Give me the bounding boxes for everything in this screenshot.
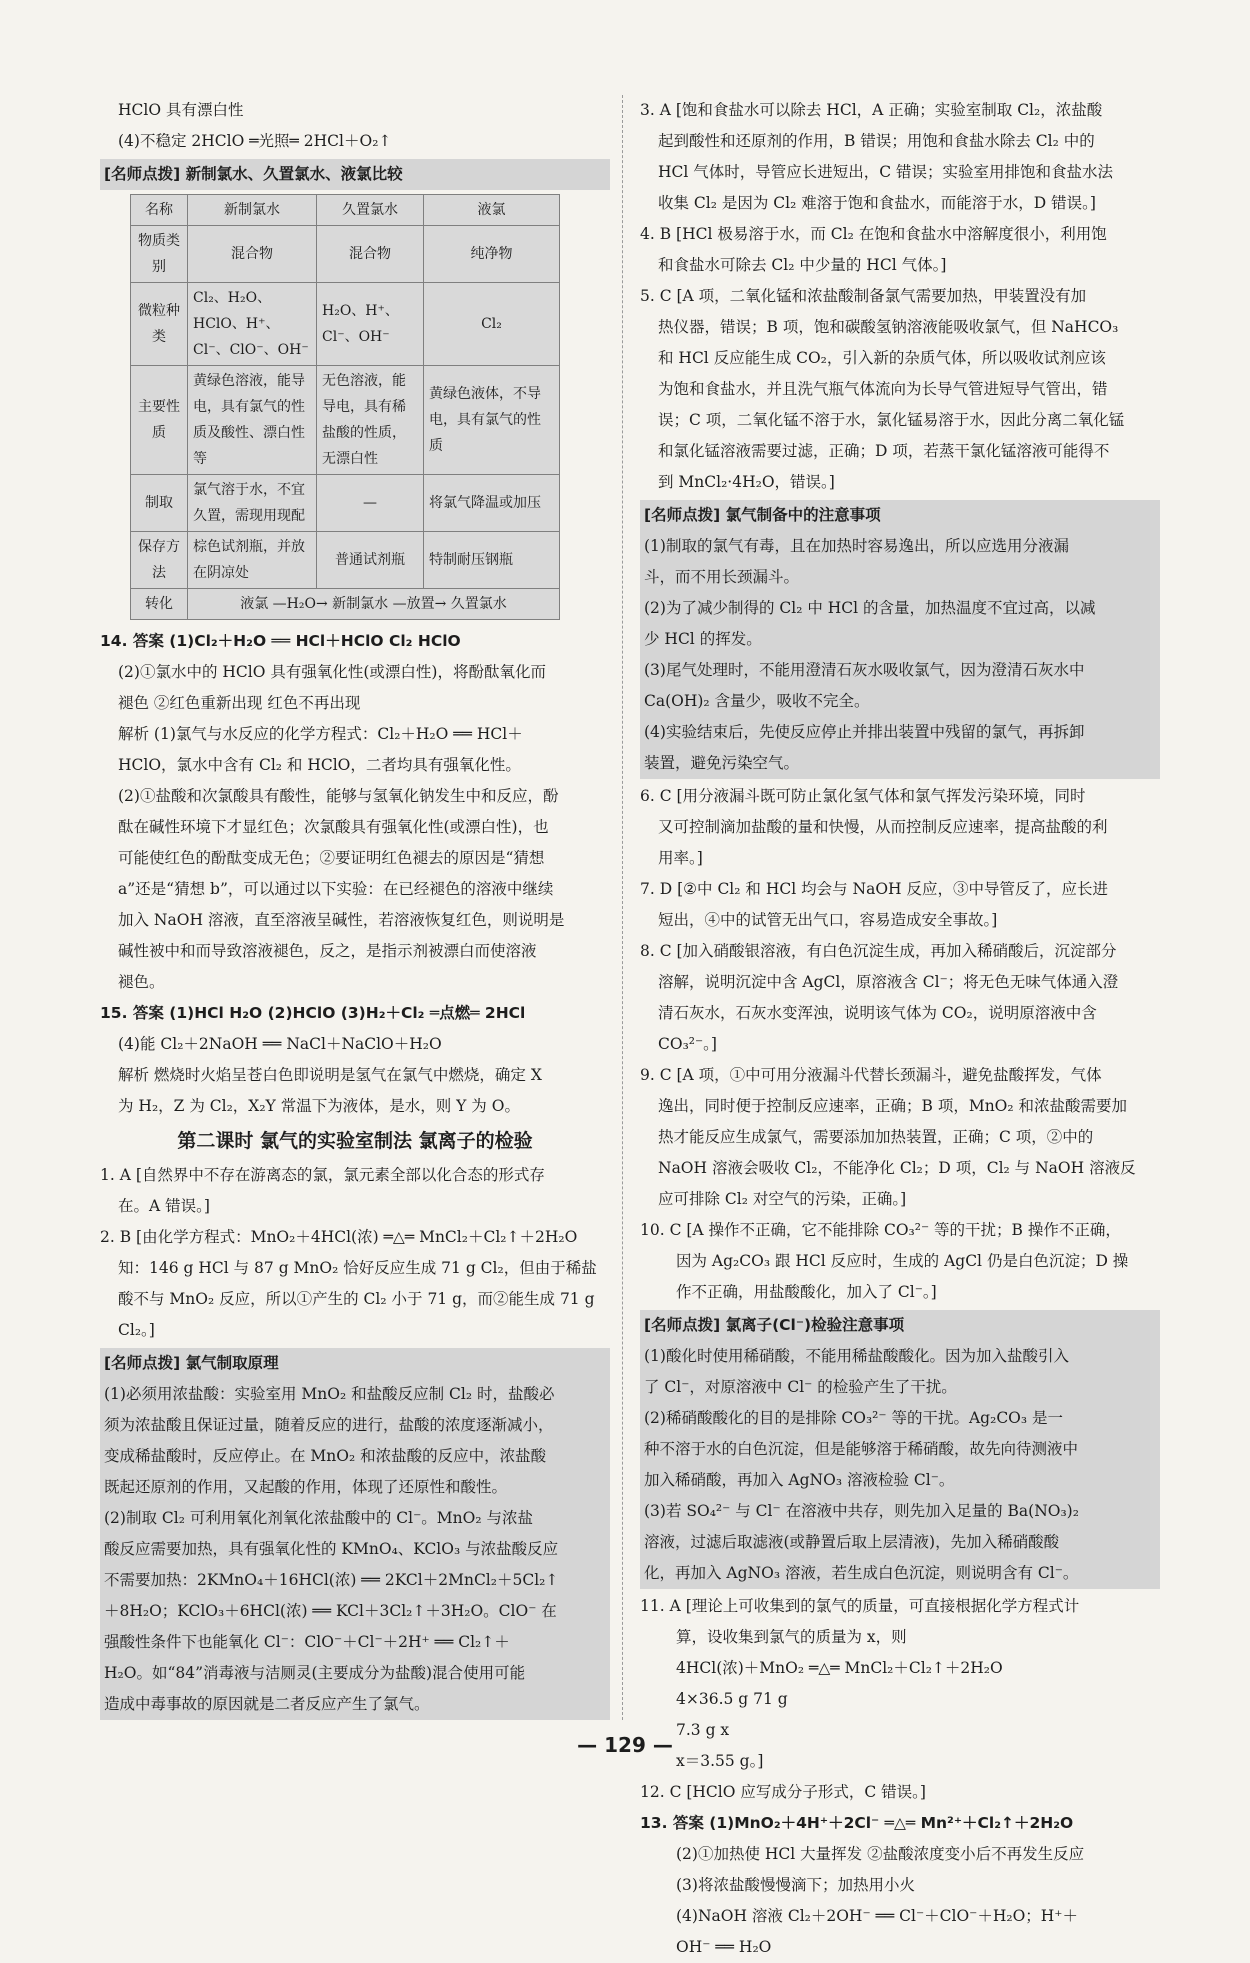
table-cell: 混合物	[188, 226, 317, 283]
text-line: (4)实验结束后，先使反应停止并排出装置中残留的氯气，再拆卸	[644, 723, 1085, 741]
text-line: 11. A [理论上可收集到的氯气的质量，可直接根据化学方程式计	[640, 1597, 1080, 1615]
text-line: (2)①盐酸和次氯酸具有酸性，能够与氢氧化钠发生中和反应，酚	[118, 787, 559, 805]
text-line: 算，设收集到氯气的质量为 x，则	[676, 1628, 907, 1646]
text-line: 收集 Cl₂ 是因为 Cl₂ 难溶于饱和食盐水，而能溶于水，D 错误。]	[658, 194, 1096, 212]
tip-box-principle	[100, 1348, 610, 1720]
text-line: 逸出，同时便于控制反应速率，正确；B 项，MnO₂ 和浓盐酸需要加	[658, 1097, 1128, 1115]
tip-heading: [名师点拨] 新制氯水、久置氯水、液氯比较	[104, 165, 403, 183]
tip-box-chloride-test	[640, 1310, 1160, 1589]
text-line: (1)酸化时使用稀硝酸，不能用稀盐酸酸化。因为加入盐酸引入	[644, 1347, 1069, 1365]
text-line: 酞在碱性环境下才显红色；次氯酸具有强氧化性(或漂白性)，也	[118, 818, 549, 836]
table-header-cell: 新制氯水	[188, 195, 317, 226]
text-line: 2. B [由化学方程式：MnO₂＋4HCl(浓) ═△═ MnCl₂＋Cl₂↑＋2H₂O	[100, 1228, 578, 1246]
text-line: 用率。]	[658, 849, 703, 867]
text-line: 6. C [用分液漏斗既可防止氯化氢气体和氯气挥发污染环境，同时	[640, 787, 1086, 805]
text-line: 14. 答案 (1)Cl₂＋H₂O ══ HCl＋HClO Cl₂ HClO	[100, 632, 461, 650]
text-line: 1. A [自然界中不存在游离态的氯，氯元素全部以化合态的形式存	[100, 1166, 545, 1184]
text-line: 解析 燃烧时火焰呈苍白色即说明是氢气在氯气中燃烧，确定 X	[118, 1066, 542, 1084]
row-head: 转化	[131, 589, 188, 620]
text-line: 装置，避免污染空气。	[644, 754, 800, 772]
tip-body	[104, 1379, 606, 1720]
text-line: 和 HCl 反应能生成 CO₂，引入新的杂质气体，所以吸收试剂应该	[658, 349, 1106, 367]
text-line: 4HCl(浓)＋MnO₂ ═△═ MnCl₂＋Cl₂↑＋2H₂O	[676, 1659, 1003, 1677]
text-line: 不需要加热：2KMnO₄＋16HCl(浓) ══ 2KCl＋2MnCl₂＋5Cl₂↑	[104, 1571, 559, 1589]
table-row	[131, 226, 560, 283]
text-line: Ca(OH)₂ 含量少，吸收不完全。	[644, 692, 870, 710]
table-cell: 无色溶液，能导电，具有稀盐酸的性质，无漂白性	[317, 366, 424, 475]
tip-compare-header	[100, 159, 610, 190]
text-line: 解析 (1)氯气与水反应的化学方程式：Cl₂＋H₂O ══ HCl＋	[118, 725, 523, 743]
text-line: (4)不稳定 2HClO ═光照═ 2HCl＋O₂↑	[118, 132, 392, 150]
text-line: 7. D [②中 Cl₂ 和 HCl 均会与 NaOH 反应，③中导管反了，应长进	[640, 880, 1108, 898]
text-line: 到 MnCl₂·4H₂O，错误。]	[658, 473, 835, 491]
right-column	[640, 95, 1160, 1963]
tip-heading: [名师点拨] 氯气制备中的注意事项	[644, 506, 881, 524]
tip-heading: [名师点拨] 氯离子(Cl⁻)检验注意事项	[644, 1316, 905, 1334]
text-line: (2)稀硝酸酸化的目的是排除 CO₃²⁻ 等的干扰。Ag₂CO₃ 是一	[644, 1409, 1064, 1427]
text-line: (1)制取的氯气有毒，且在加热时容易逸出，所以应选用分液漏	[644, 537, 1069, 555]
column-divider	[622, 95, 623, 1720]
table-cell: —	[317, 475, 424, 532]
row-head: 制取	[131, 475, 188, 532]
text-line: 溶液，过滤后取滤液(或静置后取上层清液)，先加入稀硝酸酸	[644, 1533, 1060, 1551]
text-line: 8. C [加入硝酸银溶液，有白色沉淀生成，再加入稀硝酸后，沉淀部分	[640, 942, 1117, 960]
text-line: x＝3.55 g。]	[676, 1752, 764, 1770]
text-line: 斗，而不用长颈漏斗。	[644, 568, 800, 586]
table-header-cell: 液氯	[424, 195, 560, 226]
text-line: NaOH 溶液会吸收 Cl₂，不能净化 Cl₂；D 项，Cl₂ 与 NaOH 溶液反	[658, 1159, 1136, 1177]
text-line: 10. C [A 操作不正确，它不能排除 CO₃²⁻ 等的干扰；B 操作不正确，	[640, 1221, 1121, 1239]
section-heading: 第二课时 氯气的实验室制法 氯离子的检验	[177, 1130, 533, 1152]
text-line: 误；C 项，二氧化锰不溶于水，氯化锰易溶于水，因此分离二氧化锰	[658, 411, 1125, 429]
left-answers	[100, 626, 610, 1122]
text-line: 12. C [HClO 应写成分子形式，C 错误。]	[640, 1783, 926, 1801]
text-line: 褪色。	[118, 973, 165, 991]
text-line: 了 Cl⁻，对原溶液中 Cl⁻ 的检验产生了干扰。	[644, 1378, 957, 1396]
table-cell: 混合物	[317, 226, 424, 283]
text-line: (3)尾气处理时，不能用澄清石灰水吸收氯气，因为澄清石灰水中	[644, 661, 1085, 679]
text-line: (4)能 Cl₂＋2NaOH ══ NaCl＋NaClO＋H₂O	[118, 1035, 442, 1053]
text-line: 既起还原剂的作用，又起酸的作用，体现了还原性和酸性。	[104, 1478, 508, 1496]
table-cell: Cl₂	[424, 283, 560, 366]
text-line: 15. 答案 (1)HCl H₂O (2)HClO (3)H₂＋Cl₂ ═点燃═ 2HCl	[100, 1004, 526, 1022]
tip-body	[644, 531, 1156, 779]
text-line: HClO 具有漂白性	[118, 101, 244, 119]
text-line: 3. A [饱和食盐水可以除去 HCl，A 正确；实验室制取 Cl₂，浓盐酸	[640, 101, 1103, 119]
tip-box-precautions	[640, 500, 1160, 779]
text-line: 和食盐水可除去 Cl₂ 中少量的 HCl 气体。]	[658, 256, 947, 274]
table-cell: 将氯气降温或加压	[424, 475, 560, 532]
text-line: 4×36.5 g 71 g	[676, 1690, 788, 1708]
text-line: 变成稀盐酸时，反应停止。在 MnO₂ 和浓盐酸的反应中，浓盐酸	[104, 1447, 547, 1465]
text-line: 化，再加入 AgNO₃ 溶液，若生成白色沉淀，则说明含有 Cl⁻。	[644, 1564, 1079, 1582]
table-cell: 特制耐压钢瓶	[424, 532, 560, 589]
text-line: 须为浓盐酸且保证过量，随着反应的进行，盐酸的浓度逐渐减小，	[104, 1416, 554, 1434]
text-line: (2)为了减少制得的 Cl₂ 中 HCl 的含量，加热温度不宜过高，以减	[644, 599, 1096, 617]
text-line: 7.3 g x	[676, 1721, 730, 1739]
table-row	[131, 366, 560, 475]
text-line: (4)NaOH 溶液 Cl₂＋2OH⁻ ══ Cl⁻＋ClO⁻＋H₂O；H⁺＋	[676, 1907, 1078, 1925]
text-line: 少 HCl 的挥发。	[644, 630, 762, 648]
left-column	[100, 95, 610, 1722]
table-header-cell: 久置氯水	[317, 195, 424, 226]
table-cell: 棕色试剂瓶，并放在阴凉处	[188, 532, 317, 589]
text-line: (2)①加热使 HCl 大量挥发 ②盐酸浓度变小后不再发生反应	[676, 1845, 1085, 1863]
right-answers-b	[640, 781, 1160, 1308]
text-line: H₂O。如“84”消毒液与洁厕灵(主要成分为盐酸)混合使用可能	[104, 1664, 526, 1682]
text-line: 和氯化锰溶液需要过滤，正确；D 项，若蒸干氯化锰溶液可能得不	[658, 442, 1110, 460]
table-cell: 纯净物	[424, 226, 560, 283]
text-line: 13. 答案 (1)MnO₂＋4H⁺＋2Cl⁻ ═△═ Mn²⁺＋Cl₂↑＋2H₂O	[640, 1814, 1074, 1832]
text-line: 热才能反应生成氯气，需要添加加热装置，正确；C 项，②中的	[658, 1128, 1094, 1146]
text-line: 作不正确，用盐酸酸化，加入了 Cl⁻。]	[676, 1283, 937, 1301]
text-line: 酸反应需要加热，具有强氧化性的 KMnO₄、KClO₃ 与浓盐酸反应	[104, 1540, 559, 1558]
text-line: 为饱和食盐水，并且洗气瓶气体流向为长导气管进短导气管出，错	[658, 380, 1108, 398]
text-line: 4. B [HCl 极易溶于水，而 Cl₂ 在饱和食盐水中溶解度很小，利用饱	[640, 225, 1107, 243]
text-line: 知：146 g HCl 与 87 g MnO₂ 恰好反应生成 71 g Cl₂，但由于稀盐	[118, 1259, 597, 1277]
text-line: 可能使红色的酚酞变成无色；②要证明红色褪去的原因是“猜想	[118, 849, 545, 867]
text-line: 加入稀硝酸，再加入 AgNO₃ 溶液检验 Cl⁻。	[644, 1471, 955, 1489]
text-line: (1)必须用浓盐酸：实验室用 MnO₂ 和盐酸反应制 Cl₂ 时，盐酸必	[104, 1385, 555, 1403]
text-line: 褪色 ②红色重新出现 红色不再出现	[118, 694, 361, 712]
chlorine-comparison-table	[130, 194, 560, 620]
text-line: HCl 气体时，导管应长进短出，C 错误；实验室用排饱和食盐水法	[658, 163, 1114, 181]
table-cell: Cl₂、H₂O、HClO、H⁺、Cl⁻、ClO⁻、OH⁻	[188, 283, 317, 366]
text-line: 应可排除 Cl₂ 对空气的污染，正确。]	[658, 1190, 907, 1208]
tip-heading: [名师点拨] 氯气制取原理	[104, 1354, 279, 1372]
table-cell: H₂O、H⁺、Cl⁻、OH⁻	[317, 283, 424, 366]
text-line: 5. C [A 项，二氧化锰和浓盐酸制备氯气需要加热，甲装置没有加	[640, 287, 1087, 305]
row-head: 物质类别	[131, 226, 188, 283]
text-line: (2)①氯水中的 HClO 具有强氧化性(或漂白性)，将酚酞氧化而	[118, 663, 546, 681]
table-row	[131, 475, 560, 532]
right-answers-c	[640, 1591, 1160, 1963]
table-row	[131, 589, 560, 620]
right-answers-a	[640, 95, 1160, 498]
text-line: 碱性被中和而导致溶液褪色，反之，是指示剂被漂白而使溶液	[118, 942, 537, 960]
text-line: 溶解，说明沉淀中含 AgCl，原溶液含 Cl⁻；将无色无味气体通入澄	[658, 973, 1119, 991]
row-head: 主要性质	[131, 366, 188, 475]
text-line: ＋8H₂O；KClO₃＋6HCl(浓) ══ KCl＋3Cl₂↑＋3H₂O。ClO⁻ 在	[104, 1602, 557, 1620]
text-line: 强酸性条件下也能氧化 Cl⁻：ClO⁻＋Cl⁻＋2H⁺ ══ Cl₂↑＋	[104, 1633, 510, 1651]
table-cell: 普通试剂瓶	[317, 532, 424, 589]
text-line: (2)制取 Cl₂ 可利用氧化剂氧化浓盐酸中的 Cl⁻。MnO₂ 与浓盐	[104, 1509, 533, 1527]
text-line: 短出，④中的试管无出气口，容易造成安全事故。]	[658, 911, 998, 929]
table-cell: 黄绿色液体，不导电，具有氯气的性质	[424, 366, 560, 475]
text-line: 因为 Ag₂CO₃ 跟 HCl 反应时，生成的 AgCl 仍是白色沉淀；D 操	[676, 1252, 1129, 1270]
row-head: 保存方法	[131, 532, 188, 589]
text-line: 种不溶于水的白色沉淀，但是能够溶于稀硝酸，故先向待测液中	[644, 1440, 1079, 1458]
table-row	[131, 283, 560, 366]
page-number: — 129 —	[577, 1733, 673, 1757]
row-head: 微粒种类	[131, 283, 188, 366]
tip-body	[644, 1341, 1156, 1589]
text-line: 造成中毒事故的原因就是二者反应产生了氯气。	[104, 1695, 430, 1713]
text-line: 热仪器，错误；B 项，饱和碳酸氢钠溶液能吸收氯气，但 NaHCO₃	[658, 318, 1119, 336]
text-line: 清石灰水，石灰水变浑浊，说明该气体为 CO₂，说明原溶液中含	[658, 1004, 1097, 1022]
text-line: 9. C [A 项，①中可用分液漏斗代替长颈漏斗，避免盐酸挥发，气体	[640, 1066, 1102, 1084]
text-line: 又可控制滴加盐酸的量和快慢，从而控制反应速率，提高盐酸的利	[658, 818, 1108, 836]
text-line: (3)若 SO₄²⁻ 与 Cl⁻ 在溶液中共存，则先加入足量的 Ba(NO₃)₂	[644, 1502, 1079, 1520]
transform-cell: 液氯 —H₂O→ 新制氯水 —放置→ 久置氯水	[188, 589, 560, 620]
text-line: 在。A 错误。]	[118, 1197, 210, 1215]
text-line: (3)将浓盐酸慢慢滴下；加热用小火	[676, 1876, 915, 1894]
table-header-cell: 名称	[131, 195, 188, 226]
text-line: CO₃²⁻。]	[658, 1035, 717, 1053]
table-cell: 氯气溶于水，不宜久置，需现用现配	[188, 475, 317, 532]
text-line: 为 H₂，Z 为 Cl₂，X₂Y 常温下为液体，是水，则 Y 为 O。	[118, 1097, 520, 1115]
text-line: 加入 NaOH 溶液，直至溶液呈碱性，若溶液恢复红色，则说明是	[118, 911, 565, 929]
text-line: HClO，氯水中含有 Cl₂ 和 HClO，二者均具有强氧化性。	[118, 756, 521, 774]
text-line: a”还是“猜想 b”，可以通过以下实验：在已经褪色的溶液中继续	[118, 880, 554, 898]
left-top-lines	[100, 95, 610, 157]
text-line: OH⁻ ══ H₂O	[676, 1938, 772, 1956]
text-line: Cl₂。]	[118, 1321, 155, 1339]
left-answers-lesson2	[100, 1160, 610, 1346]
text-line: 起到酸性和还原剂的作用，B 错误；用饱和食盐水除去 Cl₂ 中的	[658, 132, 1095, 150]
table-cell: 黄绿色溶液，能导电，具有氯气的性质及酸性、漂白性等	[188, 366, 317, 475]
table-row	[131, 532, 560, 589]
table-header-row	[131, 195, 560, 226]
text-line: 酸不与 MnO₂ 反应，所以①产生的 Cl₂ 小于 71 g，而②能生成 71 g	[118, 1290, 595, 1308]
